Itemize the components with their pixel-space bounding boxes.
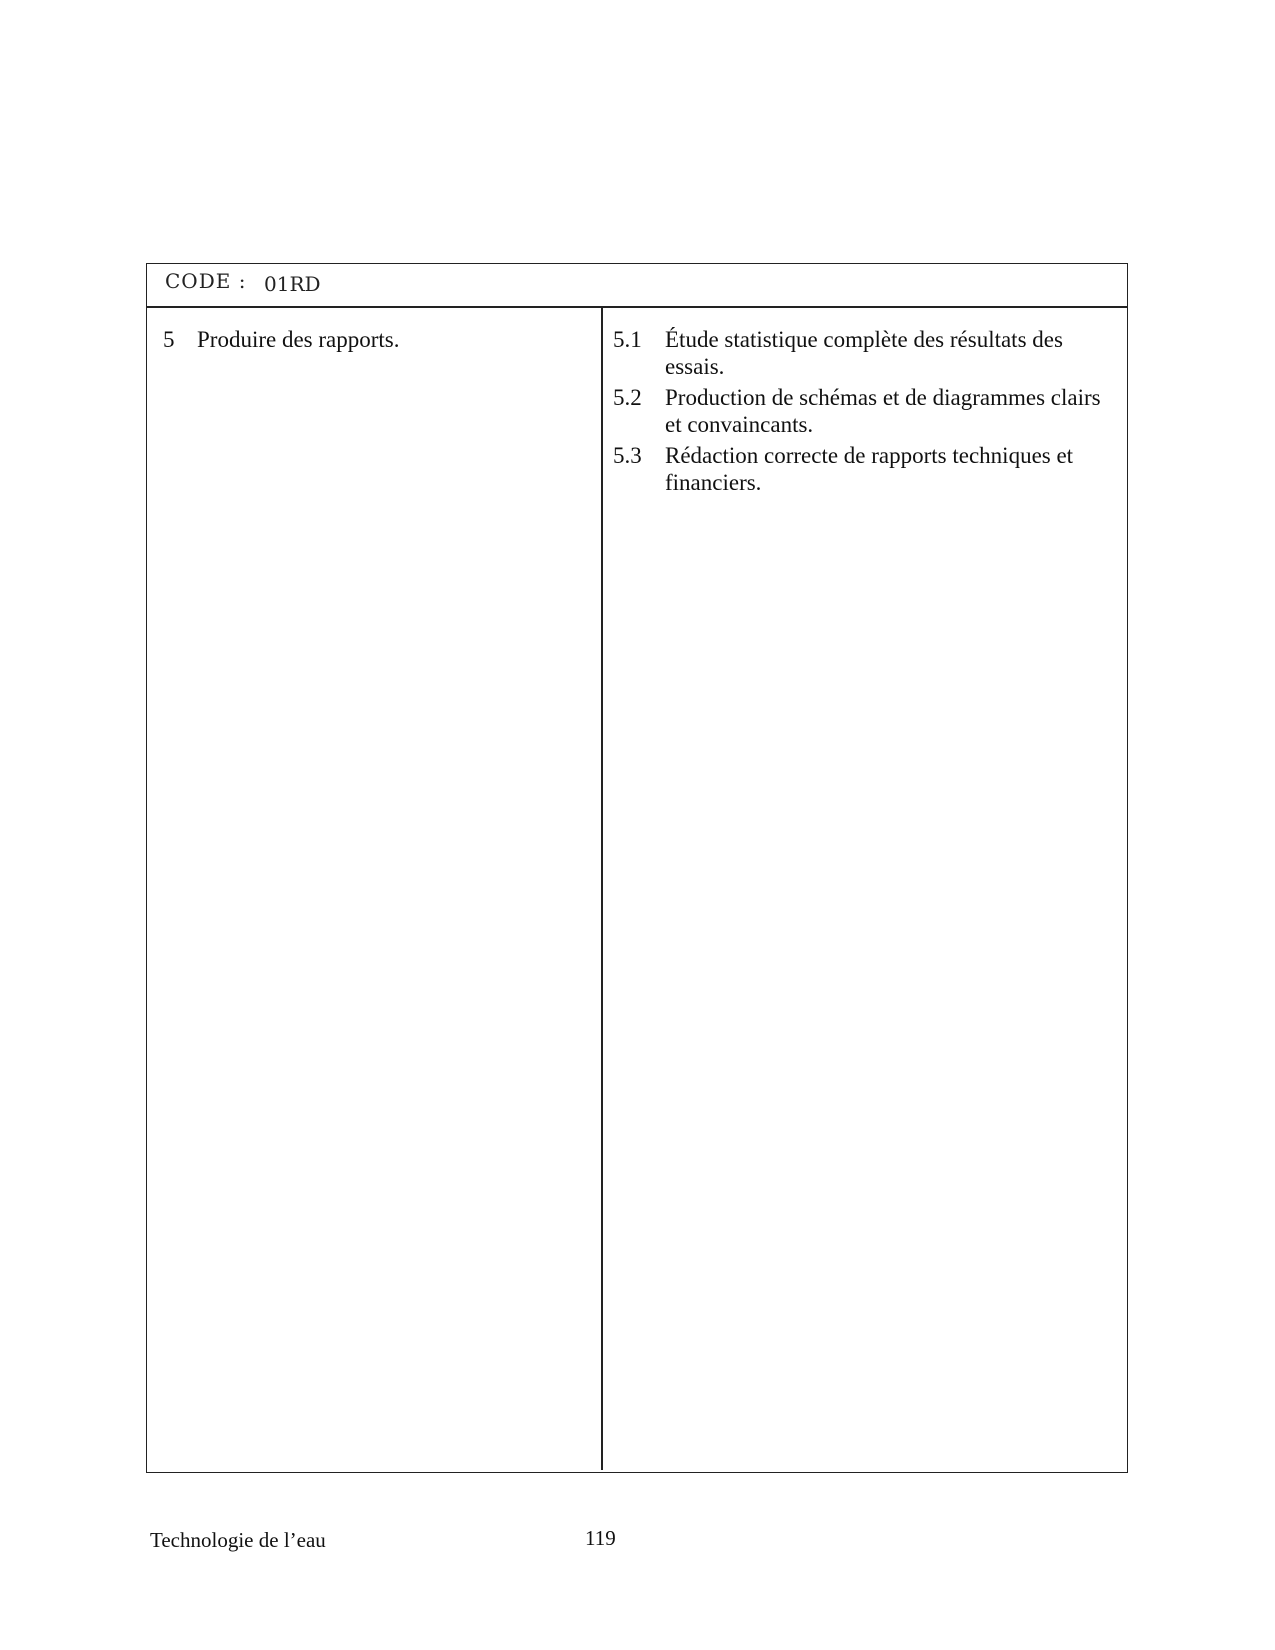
code-label: CODE : [165,269,247,293]
competency-table [146,263,1128,1473]
criterion-number: 5.3 [613,443,642,468]
criterion-item [613,442,1113,496]
code-value: 01RD [264,272,321,296]
footer-document-title: Technologie de l’eau [150,1528,326,1552]
criterion-item [613,384,1113,438]
footer-page-number: 119 [585,1526,616,1550]
column-divider [601,306,603,1470]
competency-column [163,326,583,357]
criterion-item [613,326,1113,380]
code-header-row [147,264,1127,308]
criterion-number: 5.2 [613,385,642,410]
criterion-text: Production de schémas et de diagrammes clairs et convaincants. [665,385,1101,437]
criterion-text: Rédaction correcte de rapports techniques et financiers. [665,443,1074,495]
competency-item [163,326,583,353]
criterion-text: Étude statistique complète des résultats des essais. [665,327,1063,379]
criterion-number: 5.1 [613,327,642,352]
criteria-column [613,326,1113,500]
competency-number: 5 [163,327,175,352]
competency-text: Produire des rapports. [197,327,400,352]
